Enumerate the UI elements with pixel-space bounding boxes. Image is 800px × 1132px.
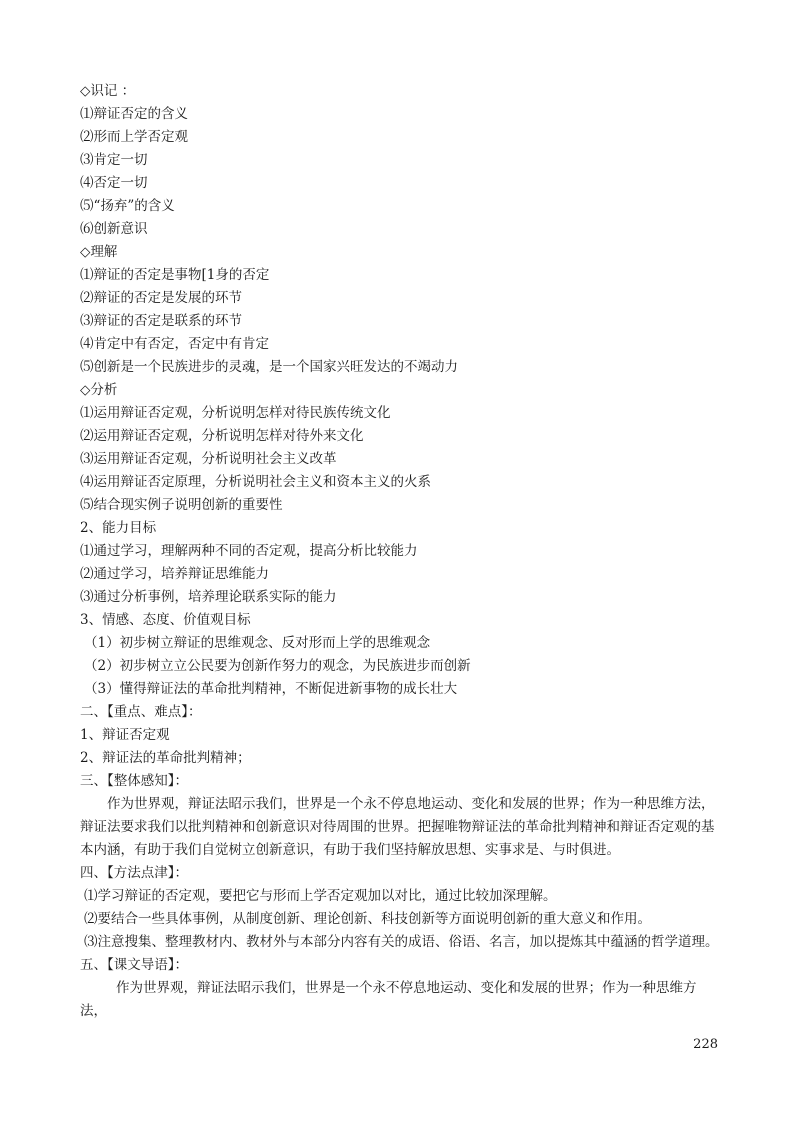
outline-line: ⑴辩证否定的含义	[80, 106, 188, 122]
outline-line: ⑷否定一切	[80, 175, 148, 191]
outline-line: ⑶肯定一切	[80, 152, 148, 168]
method-item-2: ⑵要结合一些具体事例，从制度创新、理论创新、科技创新等方面说明创新的重大意义和作用。	[84, 911, 651, 927]
outline-line: 三、【整体感知】：	[80, 773, 188, 789]
page-number: 228	[693, 1037, 718, 1052]
outline-line: （2）初步树立立公民要为创新作努力的观念，为民族进步而创新	[84, 658, 471, 674]
outline-list	[80, 80, 720, 793]
outline-line: ◇理解	[80, 244, 118, 260]
outline-line: ⑷肯定中有否定，否定中有肯定	[80, 336, 269, 352]
method-heading: 四、【方法点津】：	[80, 865, 188, 881]
outline-line: （3）懂得辩证法的革命批判精神，不断促进新事物的成长壮大	[84, 681, 458, 697]
outline-line: ⑴通过学习，理解两种不同的否定观，提高分析比较能力	[80, 543, 418, 559]
outline-line: ⑵通过学习，培养辩证思维能力	[80, 566, 269, 582]
outline-line: ⑵运用辩证否定观，分析说明怎样对待外来文化	[80, 428, 364, 444]
outline-line: ⑶辩证的否定是联系的环节	[80, 313, 242, 329]
outline-line: ⑶运用辩证否定观，分析说明社会主义改革	[80, 451, 337, 467]
outline-line: ⑸“扬弃”的含义	[80, 198, 175, 214]
outline-line: ⑴辩证的否定是事物[1身的否定	[80, 267, 270, 283]
outline-line: ⑵辩证的否定是发展的环节	[80, 290, 242, 306]
outline-line: ⑴运用辩证否定观，分析说明怎样对待民族传统文化	[80, 405, 391, 421]
outline-line: 2、能力目标	[80, 520, 157, 536]
outline-line: （1）初步树立辩证的思维观念、反对形而上学的思维观念	[84, 635, 431, 651]
guide-heading: 五、【课文导语】：	[80, 957, 188, 973]
overall-perception-paragraph: 作为世界观，辩证法昭示我们，世界是一个永不停息地运动、变化和发展的世界；作为一种思维方法，辩证法要求我们以批判精神和创新意识对待周围的世界。把握唯物辩证法的革命批判精神和辩证否定观的基本内涵，有助于我们自觉树立创新意识，有助于我们坚持解放思想、实事求是、与时俱进。	[80, 796, 715, 858]
method-item-1: ⑴学习辩证的否定观，要把它与形而上学否定观加以对比，通过比较加深理解。	[84, 888, 557, 904]
outline-line: 1、辩证否定观	[80, 727, 170, 743]
outline-line: 二、【重点、难点】：	[80, 704, 202, 720]
text-body	[80, 80, 720, 1023]
outline-line: ⑶通过分析事例，培养理论联系实际的能力	[80, 589, 337, 605]
outline-line: 2、辩证法的革命批判精神；	[80, 750, 251, 766]
guide-paragraph: 作为世界观，辩证法昭示我们，世界是一个永不停息地运动、变化和发展的世界；作为一种思维方法，	[80, 980, 697, 1019]
outline-line: ⑷运用辩证否定原理，分析说明社会主义和资本主义的火系	[80, 474, 431, 490]
method-item-3: ⑶注意搜集、整理教材内、教材外与本部分内容有关的成语、俗语、名言，加以提炼其中蕴涵的哲学道理。	[84, 934, 719, 950]
outline-line: ⑸结合现实例子说明创新的重要性	[80, 497, 283, 513]
outline-line: ◇分析	[80, 382, 118, 398]
outline-line: 3、情感、态度、价值观目标	[80, 612, 251, 628]
outline-line: ⑵形而上学否定观	[80, 129, 188, 145]
outline-line: ◇识记 ：	[80, 83, 136, 99]
outline-line: ⑹创新意识	[80, 221, 148, 237]
outline-line: ⑸创新是一个民族进步的灵魂，是一个国家兴旺发达的不竭动力	[80, 359, 458, 375]
